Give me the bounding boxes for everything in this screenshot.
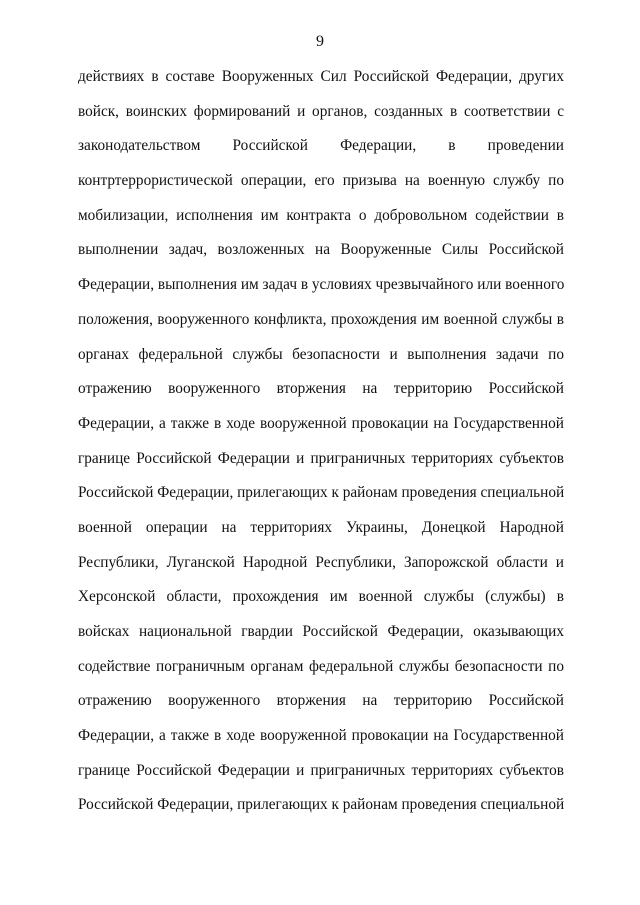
- text-line: Российской Федерации, прилегающих к районам проведения специальной: [78, 796, 565, 814]
- text-line: Российской Федерации, прилегающих к районам проведения специальной: [78, 484, 565, 502]
- text-line: границе Российской Федерации и приграничных территориях субъектов: [78, 761, 564, 779]
- text-line: военной операции на территориях Украины, Донецкой Народной: [78, 518, 564, 536]
- text-line: отражению вооруженного вторжения на территорию Российской: [78, 380, 564, 398]
- text-line: положения, вооруженного конфликта, прохождения им военной службы в: [78, 310, 564, 328]
- text-line: войск, воинских формирований и органов, созданных в соответствии с: [78, 102, 564, 120]
- text-line: Херсонской области, прохождения им военной службы (службы) в: [78, 588, 564, 606]
- document-body: [78, 60, 564, 823]
- text-line: выполнении задач, возложенных на Вооруженные Силы Российской: [78, 241, 564, 259]
- text-line: Федерации, выполнения им задач в условиях чрезвычайного или военного: [78, 276, 565, 294]
- text-line: законодательством Российской Федерации, в проведении: [78, 137, 564, 155]
- text-line: границе Российской Федерации и приграничных территориях субъектов: [78, 449, 564, 467]
- text-line: отражению вооруженного вторжения на территорию Российской: [78, 692, 564, 710]
- text-line: Федерации, а также в ходе вооруженной провокации на Государственной: [78, 727, 564, 745]
- text-line: Республики, Луганской Народной Республики, Запорожской области и: [78, 553, 564, 571]
- text-line: содействие пограничным органам федеральной службы безопасности по: [78, 657, 564, 675]
- text-line: войсках национальной гвардии Российской Федерации, оказывающих: [78, 623, 564, 640]
- text-line: мобилизации, исполнения им контракта о добровольном содействии в: [78, 206, 564, 224]
- text-line: контртеррористической операции, его призыва на военную службу по: [78, 172, 564, 190]
- text-line: Федерации, а также в ходе вооруженной провокации на Государственной: [78, 414, 564, 432]
- text-line: действиях в составе Вооруженных Сил Российской Федерации, других: [78, 68, 564, 85]
- page-number: 9: [316, 33, 324, 50]
- text-line: органах федеральной службы безопасности и выполнения задачи по: [78, 345, 564, 363]
